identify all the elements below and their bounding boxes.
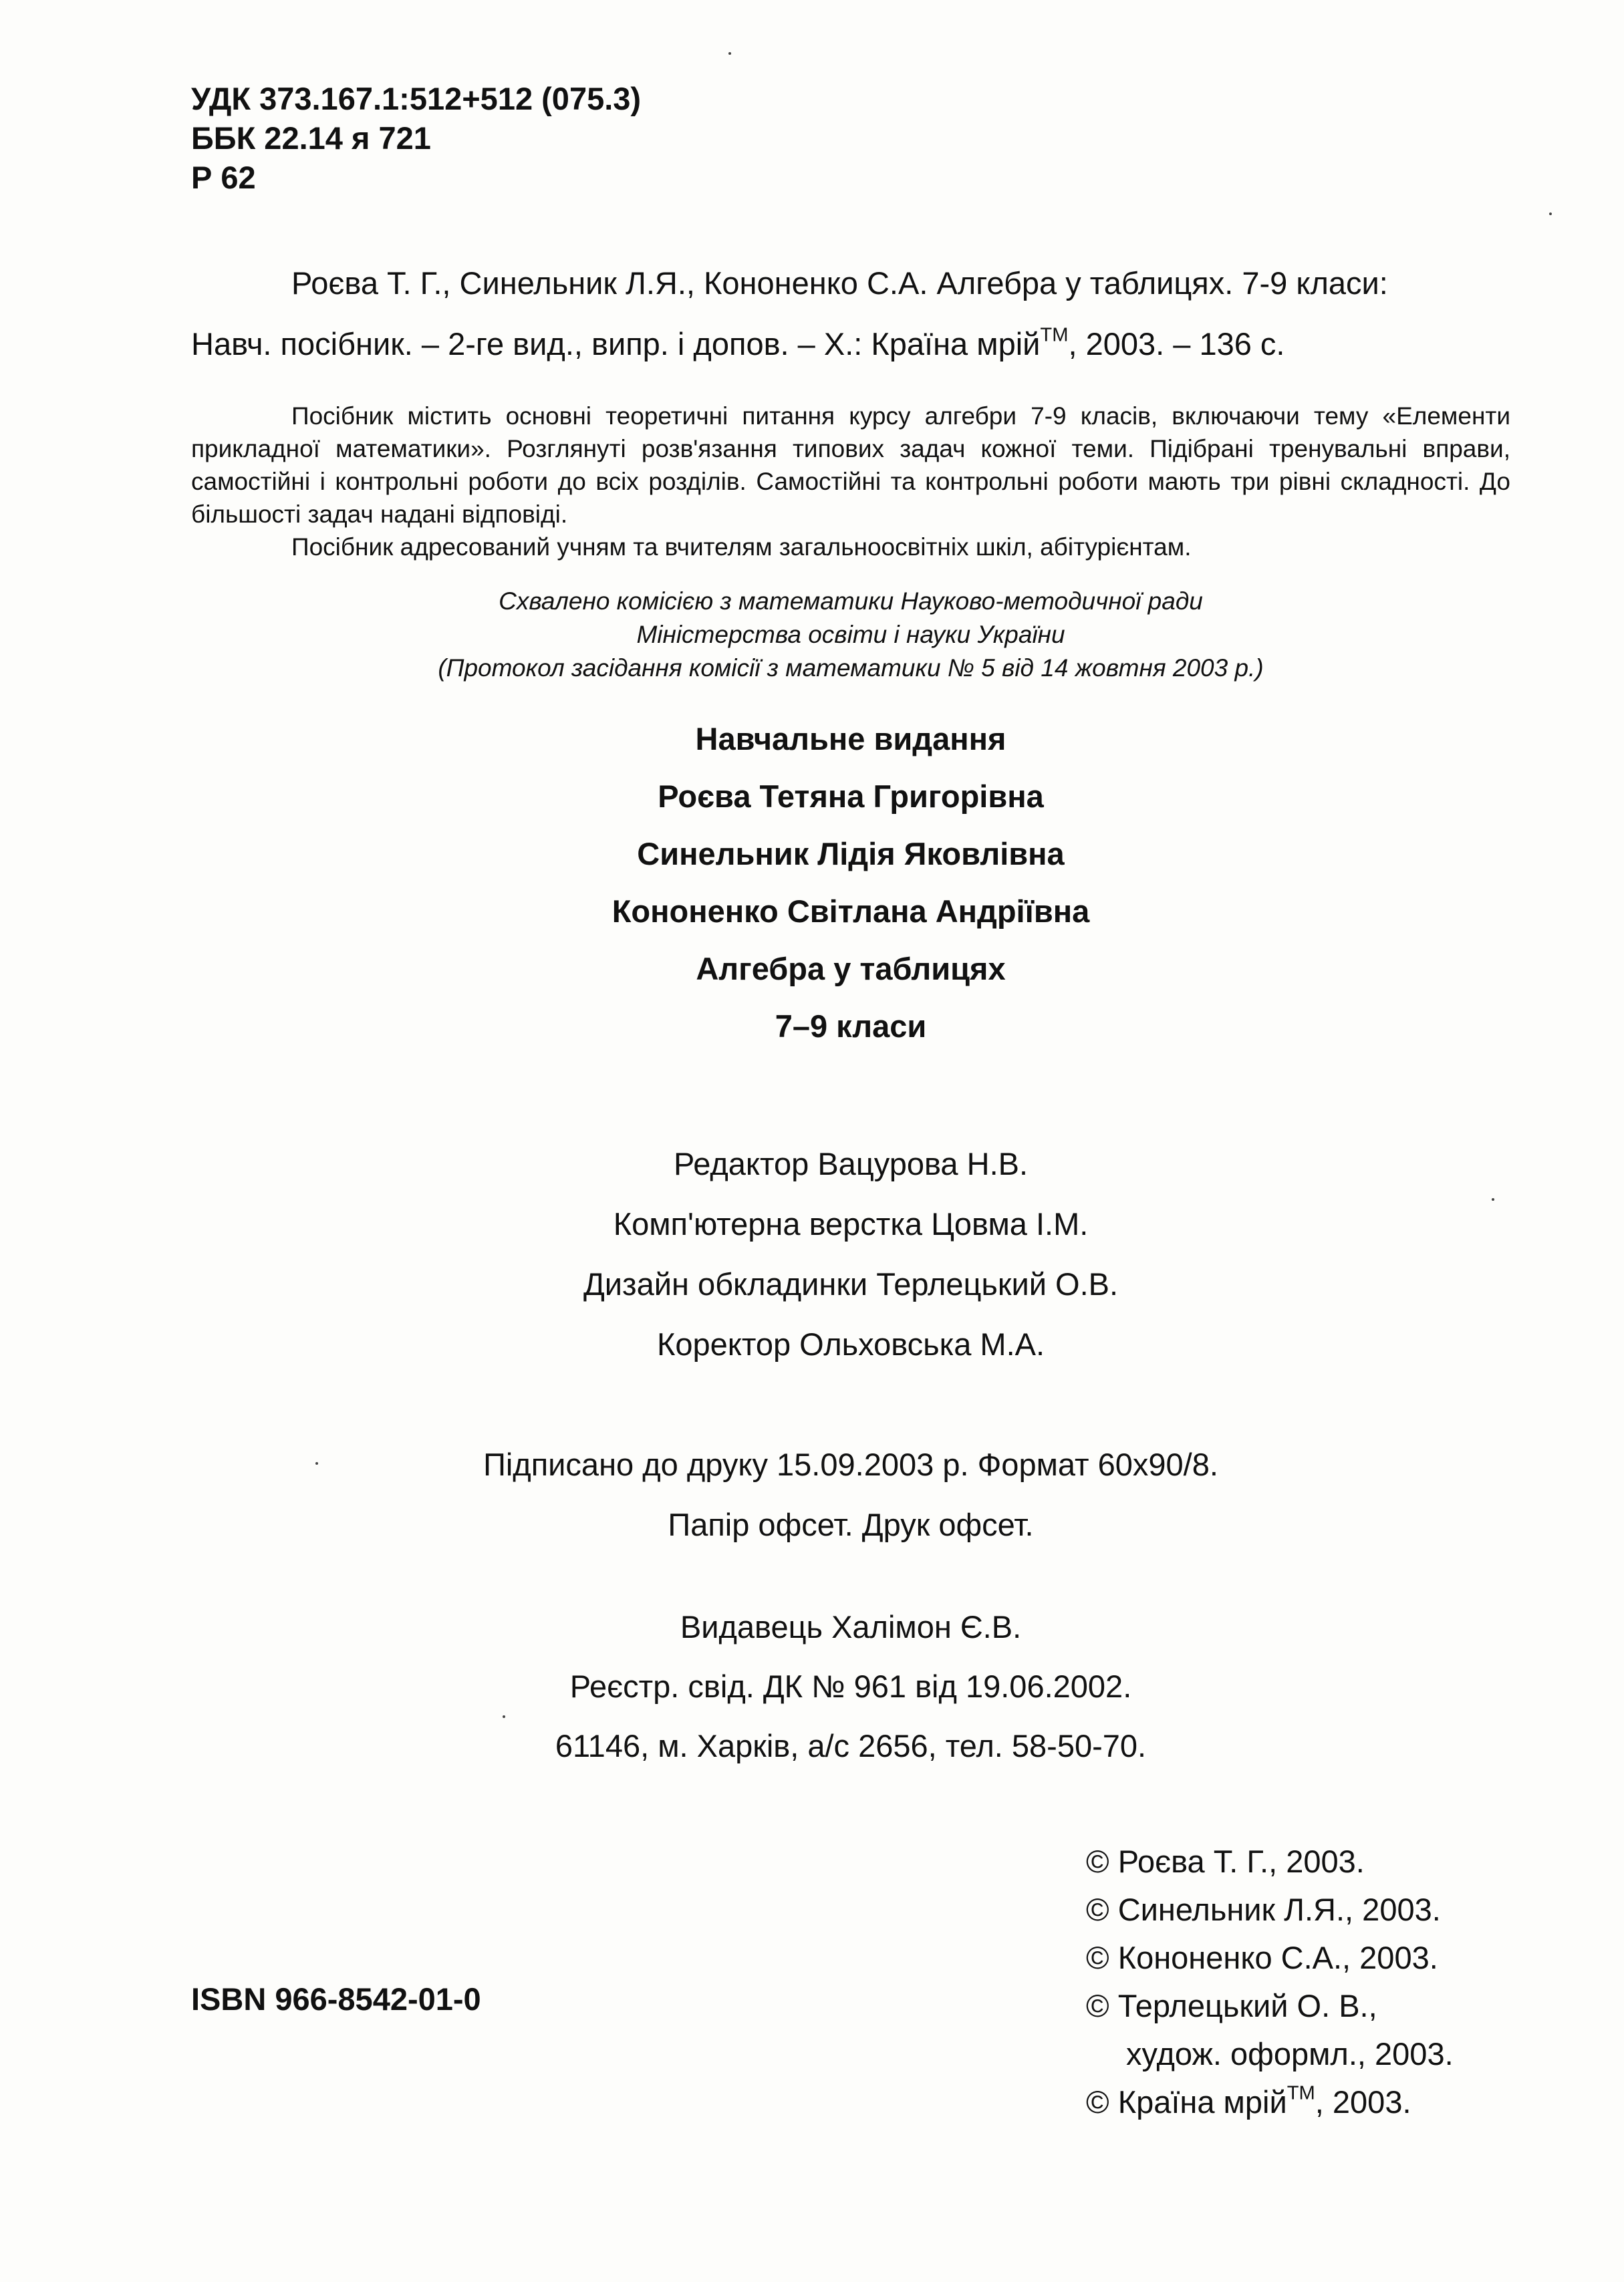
editor-credit: Редактор Вацурова Н.В. xyxy=(673,1146,1029,1181)
copyright-1: © Роєва Т. Г., 2003. xyxy=(1086,1844,1365,1879)
print-details xyxy=(191,1435,1510,1555)
bibliographic-description xyxy=(191,253,1514,374)
copyright-5-start: © Країна мрій xyxy=(1086,2084,1287,2120)
layout-credit: Комп'ютерна верстка Цовма І.М. xyxy=(613,1206,1089,1242)
credits xyxy=(191,1134,1510,1375)
trademark-mark: TM xyxy=(1287,2082,1315,2104)
bibliographic-line-2-start: Навч. посібник. – 2-ге вид., випр. і допов. – Х.: Країна мрій xyxy=(191,326,1041,362)
copyright-4: © Терлецький О. В., xyxy=(1086,1988,1377,2023)
grades: 7–9 класи xyxy=(775,1008,927,1044)
scan-speck xyxy=(315,1462,318,1465)
print-signed: Підписано до друку 15.09.2003 р. Формат 60х90/8. xyxy=(483,1447,1218,1482)
approval-line-1: Схвалено комісією з математики Науково-методичної ради xyxy=(499,587,1203,615)
abstract-paragraph-2: Посібник адресований учням та вчителям загальноосвітніх шкіл, абітурієнтам. xyxy=(291,533,1192,561)
copyright-5-end: , 2003. xyxy=(1315,2084,1411,2120)
author-3: Кононенко Світлана Андріївна xyxy=(612,893,1090,929)
publisher-address: 61146, м. Харків, а/с 2656, тел. 58-50-70. xyxy=(555,1728,1147,1763)
bibliographic-line-2 xyxy=(191,313,1514,374)
author-1: Роєва Тетяна Григорівна xyxy=(658,778,1044,814)
bbk-code: ББК 22.14 я 721 xyxy=(191,120,431,156)
trademark-mark: TM xyxy=(1040,324,1069,346)
approval-note xyxy=(191,585,1510,685)
scan-speck xyxy=(1549,212,1552,215)
abstract xyxy=(191,400,1510,563)
isbn: ISBN 966-8542-01-0 xyxy=(191,1981,481,2017)
udk-code: УДК 373.167.1:512+512 (075.3) xyxy=(191,81,642,116)
publisher-info xyxy=(191,1597,1510,1775)
proofreader-credit: Коректор Ольховська М.А. xyxy=(656,1326,1045,1362)
bibliographic-line-2-end: , 2003. – 136 с. xyxy=(1068,326,1285,362)
classification-codes xyxy=(191,79,641,197)
cover-design-credit: Дизайн обкладинки Терлецький О.В. xyxy=(583,1266,1119,1302)
abstract-paragraph-1: Посібник містить основні теоретичні питання курсу алгебри 7-9 класів, включаючи тему «Елементи прикладної математики». Розглянуті розв'язання типових задач кожної теми. Підібрані тренувальні вправи, самостійні і контрольні роботи до всіх розділів. Самостійні та контрольні роботи мають три рівні складності. До більшості задач надані відповіді. xyxy=(191,402,1510,528)
title-block xyxy=(191,710,1510,1055)
publisher-registration: Реєстр. свід. ДК № 961 від 19.06.2002. xyxy=(569,1669,1132,1704)
copyright-4-continuation: худож. оформл., 2003. xyxy=(1126,2036,1454,2072)
author-2: Синельник Лідія Яковлівна xyxy=(637,836,1065,871)
publisher-name: Видавець Халімон Є.В. xyxy=(680,1609,1022,1645)
bibliographic-line-1: Роєва Т. Г., Синельник Л.Я., Кононенко С.А. Алгебра у таблицях. 7-9 класи: xyxy=(291,265,1388,301)
copyright-2: © Синельник Л.Я., 2003. xyxy=(1086,1892,1441,1927)
author-mark: Р 62 xyxy=(191,160,256,195)
scan-speck xyxy=(728,52,731,55)
scan-speck xyxy=(503,1715,505,1718)
copyright-3: © Кононенко С.А., 2003. xyxy=(1086,1940,1438,1975)
edition-type: Навчальне видання xyxy=(695,721,1006,756)
copyright-list xyxy=(1086,1838,1454,2126)
copyright-5 xyxy=(1086,2078,1454,2126)
print-paper: Папір офсет. Друк офсет. xyxy=(668,1507,1034,1542)
approval-line-2: Міністерства освіти і науки України xyxy=(636,621,1065,648)
book-title: Алгебра у таблицях xyxy=(696,951,1006,986)
approval-line-3: (Протокол засідання комісії з математики № 5 від 14 жовтня 2003 р.) xyxy=(438,654,1264,682)
scan-speck xyxy=(1492,1198,1494,1201)
